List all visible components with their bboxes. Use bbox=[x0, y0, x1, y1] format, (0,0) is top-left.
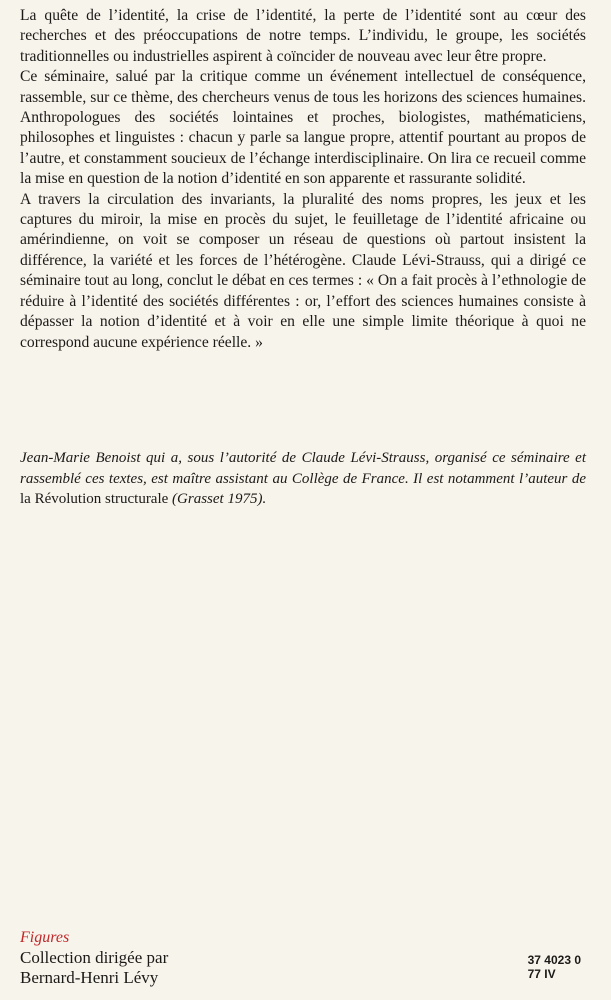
catalog-code-2: 77 IV bbox=[527, 967, 556, 981]
blurb-text bbox=[20, 6, 586, 353]
author-bio bbox=[20, 448, 586, 510]
collection-label: Collection dirigée par bbox=[20, 948, 169, 967]
catalog-code-1: 37 4023 0 bbox=[527, 953, 581, 967]
bio-text-2: (Grasset 1975). bbox=[168, 491, 267, 507]
paragraph-3: A travers la circulation des invariants, la pluralité des noms propres, les jeux et les captures du miroir, la mise en procès du sujet, le feuilletage de l’identité africaine ou amérindienne, on voit se composer un réseau de questions où partout insistent la différence, la variété et les forces de l’hétérogène. Claude Lévi-Strauss, qui a dirigé ce séminaire tout au long, conclut le débat en ces termes : « On a fait procès à l’ethnologie de réduire à l’identité des sociétés différentes : or, l’effort des sciences humaines consiste à dépasser la notion d’identité et à voir en elle une simple limite théorique à quoi ne correspond aucune expérience réelle. » bbox=[20, 190, 586, 351]
collection-director: Bernard-Henri Lévy bbox=[20, 968, 159, 987]
bio-book-title: la Révolution structurale bbox=[20, 491, 169, 507]
bio-text-1: Jean-Marie Benoist qui a, sous l’autorité de Claude Lévi-Strauss, organisé ce séminaire et rassemblé ces textes, est maître assistant au Collège de France. Il est notamment l’auteur de bbox=[20, 450, 586, 487]
catalog-codes bbox=[528, 953, 581, 981]
series-name: Figures bbox=[20, 929, 70, 946]
collection-info bbox=[20, 928, 168, 988]
paragraph-1: La quête de l’identité, la crise de l’identité, la perte de l’identité sont au cœur des recherches et des préoccupations de notre temps. L’individu, le groupe, les sociétés traditionnelles ou industrielles aspirent à coïncider de nouveau avec leur être propre. bbox=[20, 7, 586, 65]
paragraph-2: Ce séminaire, salué par la critique comme un événement intellectuel de conséquence, rassemble, sur ce thème, des chercheurs venus de tous les horizons des sciences humaines. Anthropologues des sociétés lointaines et proches, biologistes, mathématiciens, philosophes et linguistes : chacun y parle sa langue propre, attentif pourtant au propos de l’autre, et constamment soucieux de l’échange interdisciplinaire. On lira ce recueil comme la mise en question de la notion d’identité en son apparente et rassurante solidité. bbox=[20, 68, 586, 188]
